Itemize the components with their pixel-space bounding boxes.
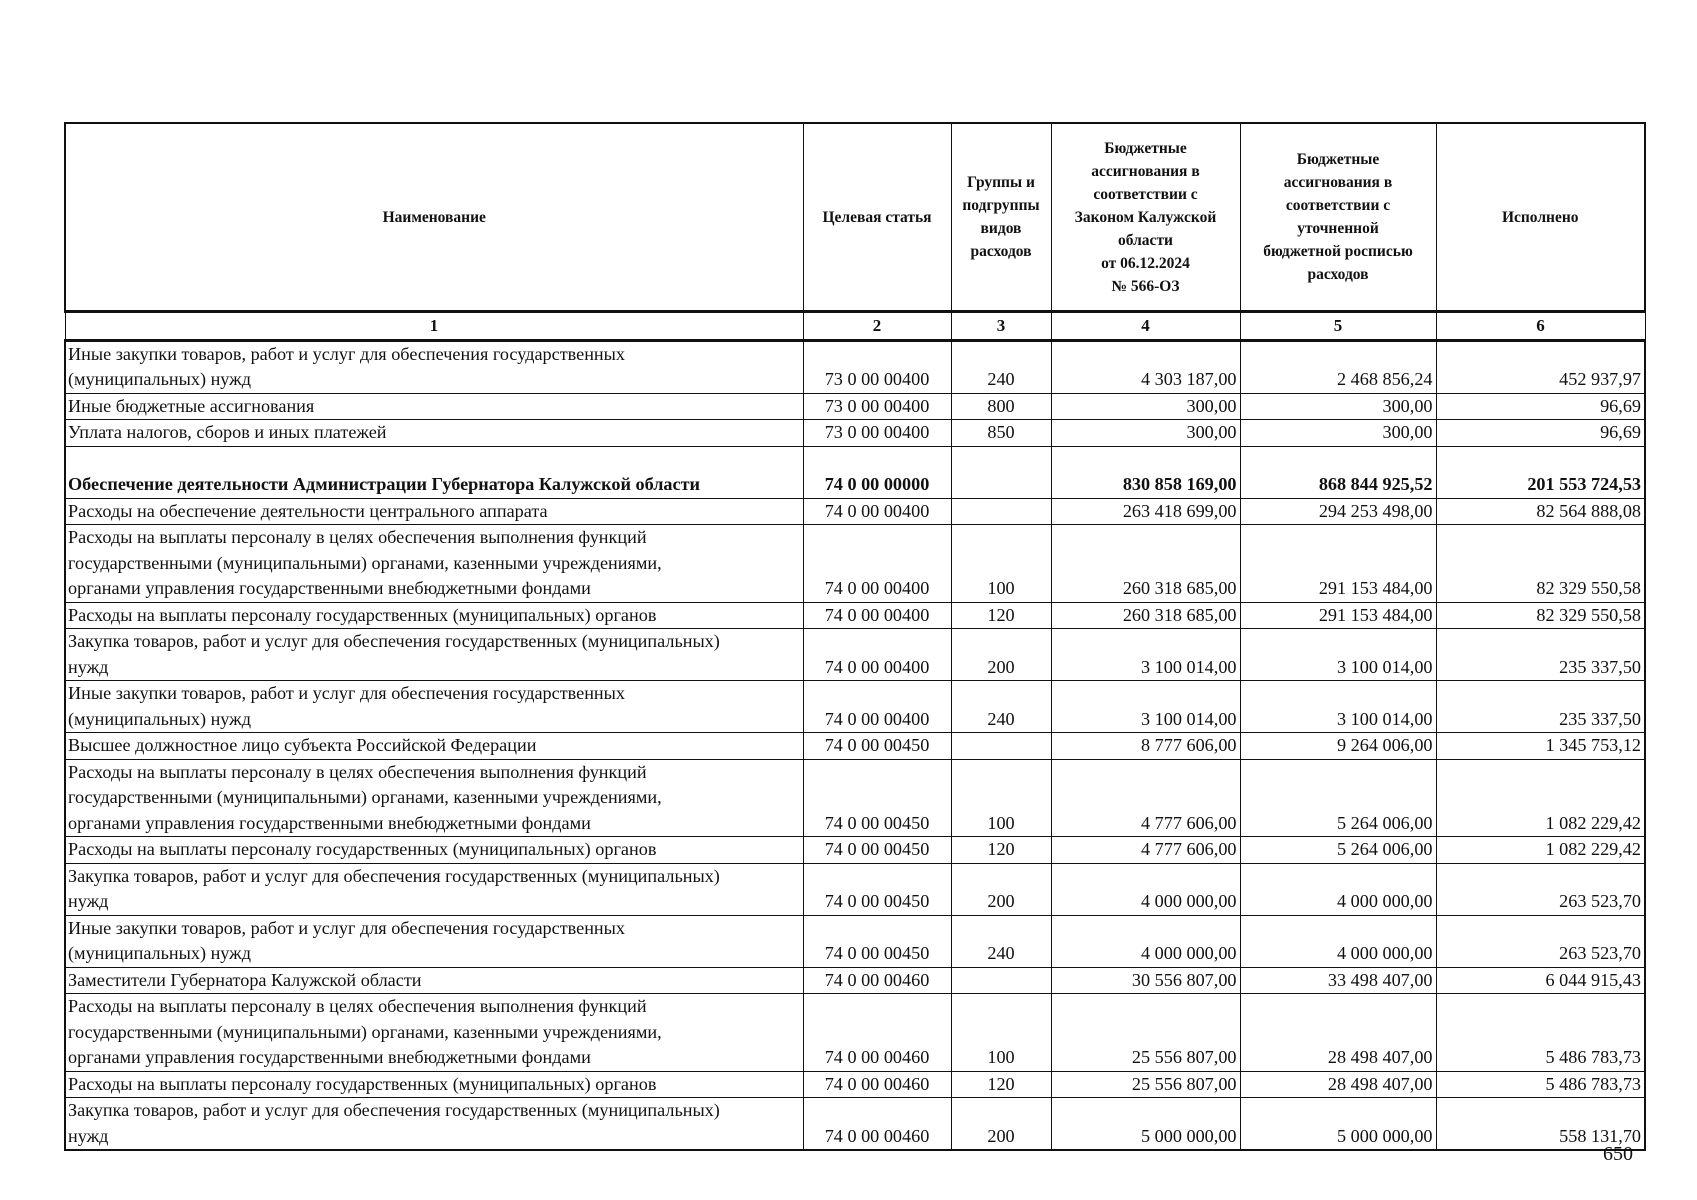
row-executed: 1 082 229,42 <box>1436 837 1645 864</box>
row-executed: 82 564 888,08 <box>1436 498 1645 525</box>
header-expense-groups: Группы и подгруппы видов расходов <box>951 123 1051 312</box>
row-expense-group: 240 <box>951 915 1051 967</box>
header-executed: Исполнено <box>1436 123 1645 312</box>
row-name <box>65 759 803 837</box>
row-refined-allocation: 28 498 407,00 <box>1240 1071 1436 1098</box>
row-refined-allocation: 3 100 014,00 <box>1240 629 1436 681</box>
table-row <box>65 733 1645 760</box>
row-expense-group: 100 <box>951 994 1051 1072</box>
header-refined-allocations <box>1240 123 1436 312</box>
column-number-row <box>65 312 1645 341</box>
row-expense-group: 100 <box>951 525 1051 603</box>
row-expense-group: 200 <box>951 1098 1051 1151</box>
header-refined-line: уточненной <box>1297 220 1379 237</box>
row-expense-group <box>951 446 1051 498</box>
row-refined-allocation: 5 264 006,00 <box>1240 759 1436 837</box>
row-executed: 235 337,50 <box>1436 681 1645 733</box>
row-expense-group: 240 <box>951 340 1051 393</box>
row-target-article: 74 0 00 00400 <box>803 525 951 603</box>
row-name-line: Закупка товаров, работ и услуг для обеспечения государственных (муниципальных) <box>68 865 720 886</box>
table-row <box>65 498 1645 525</box>
header-law-line: ассигнования в <box>1091 162 1200 180</box>
row-law-allocation: 260 318 685,00 <box>1051 525 1240 603</box>
row-law-allocation: 3 100 014,00 <box>1051 681 1240 733</box>
row-target-article: 74 0 00 00400 <box>803 681 951 733</box>
row-target-article: 74 0 00 00460 <box>803 967 951 994</box>
header-refined-line: расходов <box>1307 266 1369 283</box>
row-law-allocation: 263 418 699,00 <box>1051 498 1240 525</box>
row-name-line: Расходы на выплаты персоналу в целях обеспечения выполнения функций <box>68 527 647 547</box>
row-executed: 235 337,50 <box>1436 629 1645 681</box>
row-name <box>65 1071 803 1098</box>
row-law-allocation: 5 000 000,00 <box>1051 1098 1240 1151</box>
row-expense-group: 850 <box>951 420 1051 447</box>
table-row <box>65 393 1645 420</box>
row-target-article: 73 0 00 00400 <box>803 340 951 393</box>
row-law-allocation: 25 556 807,00 <box>1051 1071 1240 1098</box>
row-name-line: (муниципальных) нужд <box>68 943 251 963</box>
header-law-line: № 566-ОЗ <box>1111 277 1180 295</box>
row-executed: 1 082 229,42 <box>1436 759 1645 837</box>
row-law-allocation: 300,00 <box>1051 393 1240 420</box>
row-name-line: Иные закупки товаров, работ и услуг для обеспечения государственных <box>68 917 625 938</box>
row-name <box>65 967 803 994</box>
row-executed: 5 486 783,73 <box>1436 994 1645 1072</box>
table-row <box>65 340 1645 393</box>
row-law-allocation: 3 100 014,00 <box>1051 629 1240 681</box>
row-name <box>65 393 803 420</box>
row-name-line: (муниципальных) нужд <box>68 708 251 729</box>
row-refined-allocation: 291 153 484,00 <box>1240 525 1436 603</box>
row-name-line: органами управления государственными внебюджетными фондами <box>68 1047 591 1067</box>
table-row <box>65 629 1645 681</box>
row-executed: 82 329 550,58 <box>1436 602 1645 629</box>
table-row <box>65 525 1645 603</box>
row-name <box>65 340 803 393</box>
row-refined-allocation: 5 264 006,00 <box>1240 837 1436 864</box>
row-name <box>65 498 803 525</box>
row-refined-allocation: 294 253 498,00 <box>1240 498 1436 525</box>
budget-table-sheet <box>64 122 1644 1151</box>
header-law-line: Законом Калужской <box>1074 208 1217 226</box>
row-refined-allocation: 291 153 484,00 <box>1240 602 1436 629</box>
table-row <box>65 420 1645 447</box>
row-expense-group: 120 <box>951 602 1051 629</box>
row-name-line: Расходы на выплаты персоналу в целях обеспечения выполнения функций <box>68 996 647 1016</box>
row-executed: 263 523,70 <box>1436 863 1645 915</box>
row-refined-allocation: 33 498 407,00 <box>1240 967 1436 994</box>
row-executed: 1 345 753,12 <box>1436 733 1645 760</box>
row-expense-group: 200 <box>951 863 1051 915</box>
row-target-article: 74 0 00 00460 <box>803 994 951 1072</box>
row-law-allocation: 25 556 807,00 <box>1051 994 1240 1072</box>
row-name <box>65 837 803 864</box>
page-number: 650 <box>1603 1143 1633 1165</box>
row-name <box>65 994 803 1072</box>
row-refined-allocation: 300,00 <box>1240 393 1436 420</box>
row-target-article: 74 0 00 00460 <box>803 1071 951 1098</box>
row-refined-allocation: 28 498 407,00 <box>1240 994 1436 1072</box>
row-refined-allocation: 4 000 000,00 <box>1240 915 1436 967</box>
row-executed: 96,69 <box>1436 420 1645 447</box>
row-name-line: Иные бюджетные ассигнования <box>68 395 315 416</box>
row-target-article: 74 0 00 00450 <box>803 733 951 760</box>
row-expense-group <box>951 498 1051 525</box>
row-target-article: 73 0 00 00400 <box>803 420 951 447</box>
row-name-line: Заместители Губернатора Калужской области <box>68 969 422 990</box>
header-refined-line: Бюджетные <box>1296 151 1380 168</box>
row-refined-allocation: 300,00 <box>1240 420 1436 447</box>
row-refined-allocation: 3 100 014,00 <box>1240 681 1436 733</box>
row-target-article: 74 0 00 00450 <box>803 837 951 864</box>
row-name-line: государственными (муниципальными) органами, казенными учреждениями, <box>68 1021 662 1042</box>
row-name-line: Расходы на выплаты персоналу в целях обеспечения выполнения функций <box>68 761 647 782</box>
header-law-line: области <box>1118 231 1173 249</box>
header-refined-line: бюджетной росписью <box>1263 243 1413 260</box>
header-law-line: соответствии с <box>1093 185 1198 203</box>
row-target-article: 74 0 00 00400 <box>803 629 951 681</box>
row-law-allocation: 8 777 606,00 <box>1051 733 1240 760</box>
row-name <box>65 629 803 681</box>
row-name-line: Уплата налогов, сборов и иных платежей <box>68 422 387 442</box>
table-row <box>65 681 1645 733</box>
table-row <box>65 915 1645 967</box>
row-name-line: государственными (муниципальными) органами, казенными учреждениями, <box>68 552 662 573</box>
row-name <box>65 863 803 915</box>
row-name-line: Расходы на выплаты персоналу государственных (муниципальных) органов <box>68 839 657 859</box>
row-target-article: 74 0 00 00450 <box>803 759 951 837</box>
row-expense-group <box>951 733 1051 760</box>
row-name-line <box>68 447 800 473</box>
row-refined-allocation: 868 844 925,52 <box>1240 446 1436 498</box>
row-name-line: Иные закупки товаров, работ и услуг для обеспечения государственных <box>68 683 625 703</box>
row-name-line: Расходы на выплаты персоналу государственных (муниципальных) органов <box>68 1073 657 1094</box>
header-law-line: Бюджетные <box>1104 139 1187 157</box>
row-name-line: Обеспечение деятельности Администрации Губернатора Калужской области <box>68 474 700 494</box>
header-target-article: Целевая статья <box>803 123 951 312</box>
row-executed: 82 329 550,58 <box>1436 525 1645 603</box>
column-number: 5 <box>1240 312 1436 341</box>
row-target-article: 74 0 00 00000 <box>803 446 951 498</box>
column-number: 3 <box>951 312 1051 341</box>
row-target-article: 73 0 00 00400 <box>803 393 951 420</box>
row-law-allocation: 260 318 685,00 <box>1051 602 1240 629</box>
table-row <box>65 863 1645 915</box>
row-name-line: Расходы на обеспечение деятельности центрального аппарата <box>68 500 548 521</box>
row-executed: 96,69 <box>1436 393 1645 420</box>
row-target-article: 74 0 00 00460 <box>803 1098 951 1151</box>
row-law-allocation: 4 777 606,00 <box>1051 837 1240 864</box>
row-name-line: Высшее должностное лицо субъекта Российской Федерации <box>68 735 537 755</box>
row-refined-allocation: 5 000 000,00 <box>1240 1098 1436 1151</box>
row-name-line: нужд <box>68 656 109 677</box>
row-executed: 558 131,70 <box>1436 1098 1645 1151</box>
row-law-allocation: 4 777 606,00 <box>1051 759 1240 837</box>
row-expense-group <box>951 967 1051 994</box>
table-row <box>65 759 1645 837</box>
row-name-line: государственными (муниципальными) органами, казенными учреждениями, <box>68 787 662 807</box>
row-refined-allocation: 9 264 006,00 <box>1240 733 1436 760</box>
row-name <box>65 602 803 629</box>
table-row <box>65 1098 1645 1151</box>
table-row <box>65 446 1645 498</box>
table-row <box>65 602 1645 629</box>
row-name-line: (муниципальных) нужд <box>68 369 251 389</box>
row-executed: 452 937,97 <box>1436 340 1645 393</box>
row-expense-group: 120 <box>951 1071 1051 1098</box>
row-executed: 263 523,70 <box>1436 915 1645 967</box>
row-name <box>65 525 803 603</box>
row-law-allocation: 4 000 000,00 <box>1051 915 1240 967</box>
row-executed: 6 044 915,43 <box>1436 967 1645 994</box>
row-law-allocation: 4 000 000,00 <box>1051 863 1240 915</box>
row-name <box>65 915 803 967</box>
row-expense-group: 800 <box>951 393 1051 420</box>
column-number: 6 <box>1436 312 1645 341</box>
table-row <box>65 994 1645 1072</box>
row-name-line: Закупка товаров, работ и услуг для обеспечения государственных (муниципальных) <box>68 631 720 651</box>
row-name-line: органами управления государственными внебюджетными фондами <box>68 578 591 598</box>
row-name-line: Расходы на выплаты персоналу государственных (муниципальных) органов <box>68 604 657 625</box>
header-refined-line: ассигнования в <box>1283 174 1393 191</box>
table-row <box>65 1071 1645 1098</box>
table-row <box>65 837 1645 864</box>
row-name-line: нужд <box>68 1125 109 1146</box>
row-target-article: 74 0 00 00450 <box>803 863 951 915</box>
row-expense-group: 200 <box>951 629 1051 681</box>
row-target-article: 74 0 00 00400 <box>803 498 951 525</box>
header-law-allocations <box>1051 123 1240 312</box>
header-refined-line: соответствии с <box>1285 197 1391 214</box>
row-refined-allocation: 4 000 000,00 <box>1240 863 1436 915</box>
table-row <box>65 967 1645 994</box>
row-law-allocation: 30 556 807,00 <box>1051 967 1240 994</box>
row-target-article: 74 0 00 00450 <box>803 915 951 967</box>
row-law-allocation: 830 858 169,00 <box>1051 446 1240 498</box>
row-expense-group: 240 <box>951 681 1051 733</box>
row-name-line: Иные закупки товаров, работ и услуг для обеспечения государственных <box>68 343 625 364</box>
row-target-article: 74 0 00 00400 <box>803 602 951 629</box>
row-name-line: Закупка товаров, работ и услуг для обеспечения государственных (муниципальных) <box>68 1100 720 1120</box>
header-name: Наименование <box>65 123 803 312</box>
column-number: 4 <box>1051 312 1240 341</box>
row-executed: 5 486 783,73 <box>1436 1071 1645 1098</box>
row-executed: 201 553 724,53 <box>1436 446 1645 498</box>
table-body <box>65 340 1645 1150</box>
budget-execution-table <box>64 122 1646 1151</box>
row-name-line: органами управления государственными внебюджетными фондами <box>68 812 591 833</box>
row-name <box>65 420 803 447</box>
row-expense-group: 120 <box>951 837 1051 864</box>
row-name <box>65 1098 803 1151</box>
header-law-line: от 06.12.2024 <box>1101 254 1190 272</box>
row-name <box>65 681 803 733</box>
row-refined-allocation: 2 468 856,24 <box>1240 340 1436 393</box>
table-header-row <box>65 123 1645 312</box>
row-law-allocation: 4 303 187,00 <box>1051 340 1240 393</box>
row-name <box>65 446 803 498</box>
row-expense-group: 100 <box>951 759 1051 837</box>
row-law-allocation: 300,00 <box>1051 420 1240 447</box>
column-number: 1 <box>65 312 803 341</box>
row-name-line: нужд <box>68 891 109 911</box>
column-number: 2 <box>803 312 951 341</box>
row-name <box>65 733 803 760</box>
